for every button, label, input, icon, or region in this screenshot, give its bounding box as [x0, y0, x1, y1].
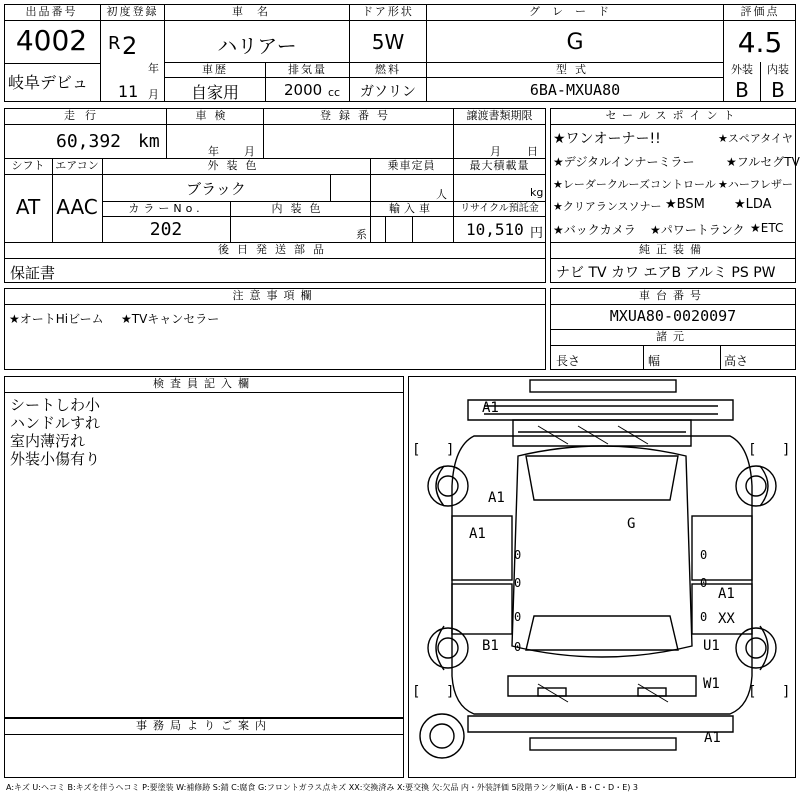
history-value: 自家用: [190, 83, 239, 102]
wheel-rear-left-shape: [428, 628, 468, 668]
caution-item: ★TVキャンセラー: [121, 312, 220, 326]
month-unit: 月: [148, 88, 159, 101]
score-label: 評価点: [740, 5, 780, 18]
ext-label: 外装: [731, 63, 753, 76]
lot-no: 4002: [15, 24, 88, 57]
shaken-year-unit: 年: [208, 145, 219, 158]
ext-color-label: 外装色: [207, 159, 265, 172]
zero-mark: 0: [514, 548, 522, 562]
dims-label: 諸元: [656, 330, 690, 343]
sales-point: ★ハーフレザー: [718, 178, 793, 191]
import-label: 輸入車: [389, 202, 434, 215]
door-value: 5W: [371, 30, 405, 54]
inspector-note: ハンドルすれ: [10, 414, 101, 432]
sales-point: ★クリアランスソナー: [553, 200, 662, 213]
int-color-unit: 系: [356, 228, 367, 241]
damage-mark: B1: [482, 638, 499, 654]
zero-mark: 0: [514, 640, 522, 654]
displacement-label: 排気量: [288, 63, 327, 76]
reg-year: 2: [122, 32, 138, 60]
caution-item: ★オートHiビーム: [9, 312, 104, 326]
equipment-label: 純正装備: [639, 243, 707, 256]
max-load-unit: kg: [530, 186, 544, 199]
lot-no-label: 出品番号: [25, 5, 78, 18]
damage-mark: U1: [703, 638, 720, 654]
car-diagram: [408, 376, 796, 778]
score-value: 4.5: [737, 26, 783, 59]
zero-mark: 0: [700, 548, 708, 562]
zero-mark: 0: [514, 610, 522, 624]
max-load-label: 最大積載量: [469, 159, 530, 172]
bracket-close: ]: [782, 442, 791, 458]
capacity-label: 乗車定員: [387, 159, 436, 172]
later-parts-value: 保証書: [10, 264, 56, 282]
year-unit: 年: [148, 62, 159, 75]
sales-points-label: セールスポイント: [605, 109, 741, 122]
bracket-close: ]: [782, 684, 791, 700]
wheel-front-left-shape: [428, 466, 468, 506]
bracket-open: [: [748, 684, 757, 700]
ac-label: エアコン: [55, 159, 99, 172]
history-label: 車歴: [202, 63, 228, 76]
sales-point: ★フルセグTV: [726, 155, 800, 169]
chassis-label: 車台番号: [639, 289, 707, 302]
damage-mark: A1: [469, 526, 486, 542]
bracket-open: [: [748, 442, 757, 458]
equipment-value: ナビ TV カワ エアB アルミ PS PW: [556, 265, 776, 281]
sales-point: ★ETC: [750, 221, 784, 235]
sales-point: ★ワンオーナー!!: [553, 131, 661, 147]
ext-score: B: [735, 78, 749, 102]
color-no-value: 202: [149, 219, 183, 240]
first-reg-label: 初度登録: [106, 5, 159, 18]
mileage-value: 60,392: [56, 131, 122, 152]
debut-text: 岐阜デビュ: [8, 73, 89, 92]
sales-point: ★デジタルインナーミラー: [553, 155, 695, 169]
capacity-unit: 人: [436, 188, 447, 201]
model-value: 6BA-MXUA80: [529, 81, 621, 99]
sales-point: ★バックカメラ: [553, 223, 636, 237]
bracket-close: ]: [446, 442, 455, 458]
inspector-label: 検査員記入欄: [153, 377, 255, 390]
rear-bumper-shape: [468, 716, 733, 732]
int-color-label: 内装色: [271, 202, 329, 215]
office-label: 事務局よりご案内: [136, 719, 272, 732]
shift-value: AT: [15, 195, 41, 219]
recycle-unit: 円: [530, 226, 544, 241]
reg-month: 11: [118, 82, 139, 101]
damage-mark: W1: [703, 676, 720, 692]
sales-point: ★レーダークルーズコントロール: [553, 178, 716, 191]
sales-point: ★パワートランク: [650, 223, 745, 237]
spare-wheel-shape: [420, 714, 464, 758]
int-label: 内装: [767, 63, 789, 76]
color-no-label: カラーNo.: [128, 202, 204, 215]
legend-text: A:キズ U:ヘコミ B:キズを伴うヘコミ P:要塗装 W:補修跡 S:錆 C:腐食 G:フロントガラス点キズ XX:交換済み X:要交換 欠:欠品 内・外装評価 5段階ランク順(A・B・C・D・E) 3: [6, 783, 639, 792]
shaken-label: 車検: [195, 109, 234, 122]
bracket-open: [: [412, 684, 421, 700]
chassis-value: MXUA80-0020097: [609, 307, 737, 325]
grade-label: グレード: [529, 5, 621, 18]
fuel-label: 燃料: [375, 63, 401, 76]
model-label: 型式: [556, 63, 594, 76]
recycle-label: リサイクル預託金: [460, 203, 539, 214]
zero-mark: 0: [700, 576, 708, 590]
grade-value: G: [566, 30, 584, 55]
damage-mark: XX: [718, 611, 735, 627]
wheel-front-right-shape: [736, 466, 776, 506]
door-label: ドア形状: [362, 5, 414, 18]
sales-point: ★BSM: [665, 197, 705, 212]
bracket-close: ]: [446, 684, 455, 700]
wheel-rear-right-shape: [736, 628, 776, 668]
width-label: 幅: [648, 354, 661, 368]
shaken-month-unit: 月: [244, 145, 255, 158]
damage-mark: A1: [488, 490, 505, 506]
damage-mark: A1: [718, 586, 735, 602]
zero-mark: 0: [700, 610, 708, 624]
mileage-unit: km: [138, 131, 160, 152]
sales-point: ★LDA: [734, 197, 772, 212]
inspector-note: シートしわ小: [10, 396, 101, 414]
ac-value: AAC: [56, 195, 98, 219]
sales-point: ★スペアタイヤ: [718, 132, 793, 145]
length-label: 長さ: [556, 354, 581, 368]
damage-mark: A1: [704, 730, 721, 746]
delivery-label: 譲渡書類期限: [466, 109, 533, 122]
damage-mark: G: [627, 516, 636, 532]
mileage-label: 走行: [64, 109, 106, 122]
car-name: ハリアー: [217, 34, 297, 58]
car-name-label: 車名: [232, 5, 282, 18]
displacement-unit: cc: [328, 86, 341, 99]
delivery-month-unit: 月: [490, 145, 501, 158]
later-parts-label: 後日発送部品: [218, 243, 332, 256]
delivery-day-unit: 日: [527, 145, 538, 158]
displacement-value: 2000: [284, 81, 323, 99]
body-outline-shape: [452, 436, 752, 714]
shift-label: シフト: [11, 159, 45, 172]
inspector-note: 外装小傷有り: [10, 450, 101, 468]
int-score: B: [771, 78, 785, 102]
height-label: 高さ: [724, 354, 749, 368]
era: R: [108, 33, 121, 54]
reg-no-label: 登録番号: [320, 109, 396, 122]
recycle-value: 10,510: [466, 220, 524, 239]
damage-mark: A1: [482, 400, 499, 416]
caution-label: 注意事項欄: [232, 289, 318, 302]
ext-color-value: ブラック: [186, 180, 246, 198]
zero-mark: 0: [514, 576, 522, 590]
inspector-note: 室内薄汚れ: [10, 432, 86, 450]
fuel-value: ガソリン: [360, 84, 416, 100]
bracket-open: [: [412, 442, 421, 458]
front-bumper-shape: [530, 380, 676, 392]
